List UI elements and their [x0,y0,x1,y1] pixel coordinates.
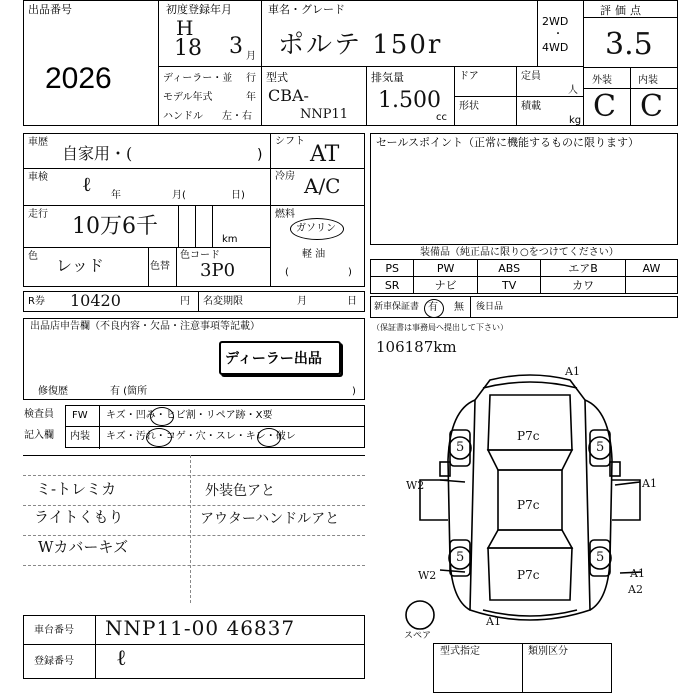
fuel-gasoline-circle [290,218,344,240]
reg-value: ℓ [116,646,127,671]
equipment-empty [625,277,677,294]
warranty-has: 有 [428,302,438,313]
interior-label: 内装 [638,75,658,86]
inspector-int-items: キズ・汚れ・コゲ・穴・スレ・キレ・破レ [106,431,296,442]
deadline-day: 日 [347,296,357,307]
color-change-label: 色替 [150,261,170,272]
inspector-fw-items: キズ・凹み・ヒビ割・リペア跡・X要 [106,410,273,421]
interior-grade: C [640,89,663,124]
fuel-paren-open: ( [285,267,289,278]
note-left-2: ライトくもり [34,508,124,526]
equipment-label: 装備品（純正品に限り○をつけてください） [420,247,619,258]
drive-2wd: 2WD [542,15,569,28]
warranty-circle [424,299,444,318]
mark-a1-bottom: A1 [486,615,501,628]
color-label: 色 [28,251,38,262]
spare-label: スペア [404,631,432,641]
reg-box [23,644,365,679]
repair-close: ) [352,386,356,397]
after-label: 後日品 [476,302,504,312]
fuel-label: 燃料 [275,209,295,220]
repair-label: 修復歴 [38,386,68,397]
inspection-year: 年 [111,190,121,201]
warranty-none: 無 [454,302,464,313]
dealer-label: ディーラー・並 [163,73,233,84]
equipment-navi: ナビ [414,277,478,294]
mileage-label: 走行 [28,209,48,220]
mark-a1-top: A1 [565,365,580,378]
deadline-month: 月 [297,296,307,307]
sales-point-box [370,133,678,245]
type-value-1: CBA- [268,86,309,105]
drive-4wd: 4WD [542,41,569,54]
tire-depth-fr: 5 [596,440,605,455]
equipment-tv: TV [477,277,540,294]
load-label: 積載 [521,101,541,112]
equipment-pw: PW [414,260,478,277]
displacement-value: 1.500 [378,88,441,113]
recycle-value: 10420 [70,291,121,310]
equipment-sr: SR [371,277,414,294]
capacity-label: 定員 [521,71,541,82]
first-reg-era: H [176,16,194,40]
repair-value: 有 (箇所 [110,386,148,397]
sales-point-label: セールスポイント（正常に機能するものに限ります） [376,136,640,149]
mileage-note: 106187km [376,338,457,356]
name-value: ポルテ 150r [278,30,443,60]
drive-dot: ・ [553,29,563,40]
inspector-label-2: 記入欄 [24,430,54,441]
note-left-3: Wカバーキズ [38,538,129,556]
ac-label: 冷房 [275,171,295,182]
type-designation-label: 型式指定 [440,646,480,657]
mileage-value: 10万6千 [72,214,158,239]
chassis-label: 車台番号 [34,625,74,636]
ac-value: A/C [304,174,341,198]
panel-mark-rear: P7c [517,568,540,582]
notes-grid [23,455,365,604]
capacity-unit: 人 [568,85,578,96]
fuel-gasoline: ガソリン [296,223,336,234]
tire-depth-rr: 5 [596,550,605,565]
category-label: 類別区分 [528,646,568,657]
exterior-grade: C [593,89,616,124]
recycle-label: R券 [28,296,45,307]
type-label: 型式 [266,71,288,84]
mark-a1-right: A1 [642,477,657,490]
mark-w2-left-front: W2 [406,479,425,492]
equipment-abs: ABS [477,260,540,277]
reg-label: 登録番号 [34,656,74,667]
mark-w2-left-rear: W2 [418,569,437,582]
lot-number: 2026 [45,62,112,95]
equipment-table [370,259,678,294]
recycle-unit: 円 [180,296,190,307]
inspection-month: 月( [172,190,186,201]
type-value-2: NNP11 [300,107,349,122]
warranty-note: （保証書は事務局へ提出して下さい） [372,323,508,332]
color-value: レッド [56,256,104,275]
color-code-label: 色コード [180,250,220,261]
tire-depth-fl: 5 [456,440,465,455]
first-reg-month-unit: 月 [246,51,256,62]
first-reg-month: 3 [229,34,243,59]
first-reg-label: 初度登録年月 [166,3,232,16]
model-year-label: モデル年式 [163,92,213,103]
shift-label: シフト [275,136,305,147]
handle-options: 左・右 [222,111,252,122]
history-value: 自家用・( [62,144,133,163]
dealer-suffix: 行 [246,73,256,84]
displacement-unit: cc [436,112,447,123]
panel-mark-hood: P7c [517,429,540,443]
name-label: 車名・グレード [268,3,345,16]
tire-depth-rl: 5 [456,550,465,565]
mark-a2-right-rear: A2 [628,583,643,596]
exterior-label: 外装 [592,75,612,86]
fuel-paren-close: ) [348,267,352,278]
note-left-1: ミ-トレミカ [36,480,117,498]
warranty-label: 新車保証書 [374,302,420,312]
inspector-int-label: 内装 [70,431,90,442]
fuel-diesel: 軽 油 [302,249,326,260]
equipment-aw: AW [625,260,677,277]
mark-circle-3 [257,428,281,447]
history-label: 車歴 [28,137,48,148]
inspection-value: ℓ [82,172,92,196]
score-value: 3.5 [605,27,653,62]
equipment-airbag: エアB [541,260,626,277]
color-code-value: 3P0 [200,260,236,281]
history-close: ) [257,147,263,163]
mileage-unit: km [222,234,238,245]
displacement-label: 排気量 [371,71,404,84]
note-right-1: 外装色アと [205,483,275,499]
shift-value: AT [310,142,340,167]
handle-label: ハンドル [163,111,203,122]
first-reg-year: 18 [174,36,202,61]
inspector-fw-label: FW [72,410,88,421]
panel-mark-roof: P7c [517,498,540,512]
lot-label: 出品番号 [28,3,72,16]
mark-circle-2 [146,428,172,447]
deadline-label: 名変期限 [203,296,243,307]
load-unit: kg [569,115,582,126]
equipment-ps: PS [371,260,414,277]
mark-a1-right-rear: A1 [630,567,645,580]
mark-circle-1 [150,407,174,426]
shape-label: 形状 [459,101,479,112]
model-year-suffix: 年 [246,92,256,103]
inspection-day: 日) [231,190,245,201]
dealer-stamp-text: ディーラー出品 [225,351,322,367]
inspection-label: 車検 [28,172,48,183]
equipment-leather: カワ [541,277,626,294]
chassis-value: NNP11-00 46837 [105,616,296,640]
note-right-2: アウターハンドルアと [200,511,340,527]
inspector-label-1: 検査員 [24,409,54,420]
door-label: ドア [459,71,479,82]
seller-report-label: 出品店申告欄（不良内容・欠品・注意事項等記載） [30,321,260,332]
score-label: 評価点 [600,4,645,17]
